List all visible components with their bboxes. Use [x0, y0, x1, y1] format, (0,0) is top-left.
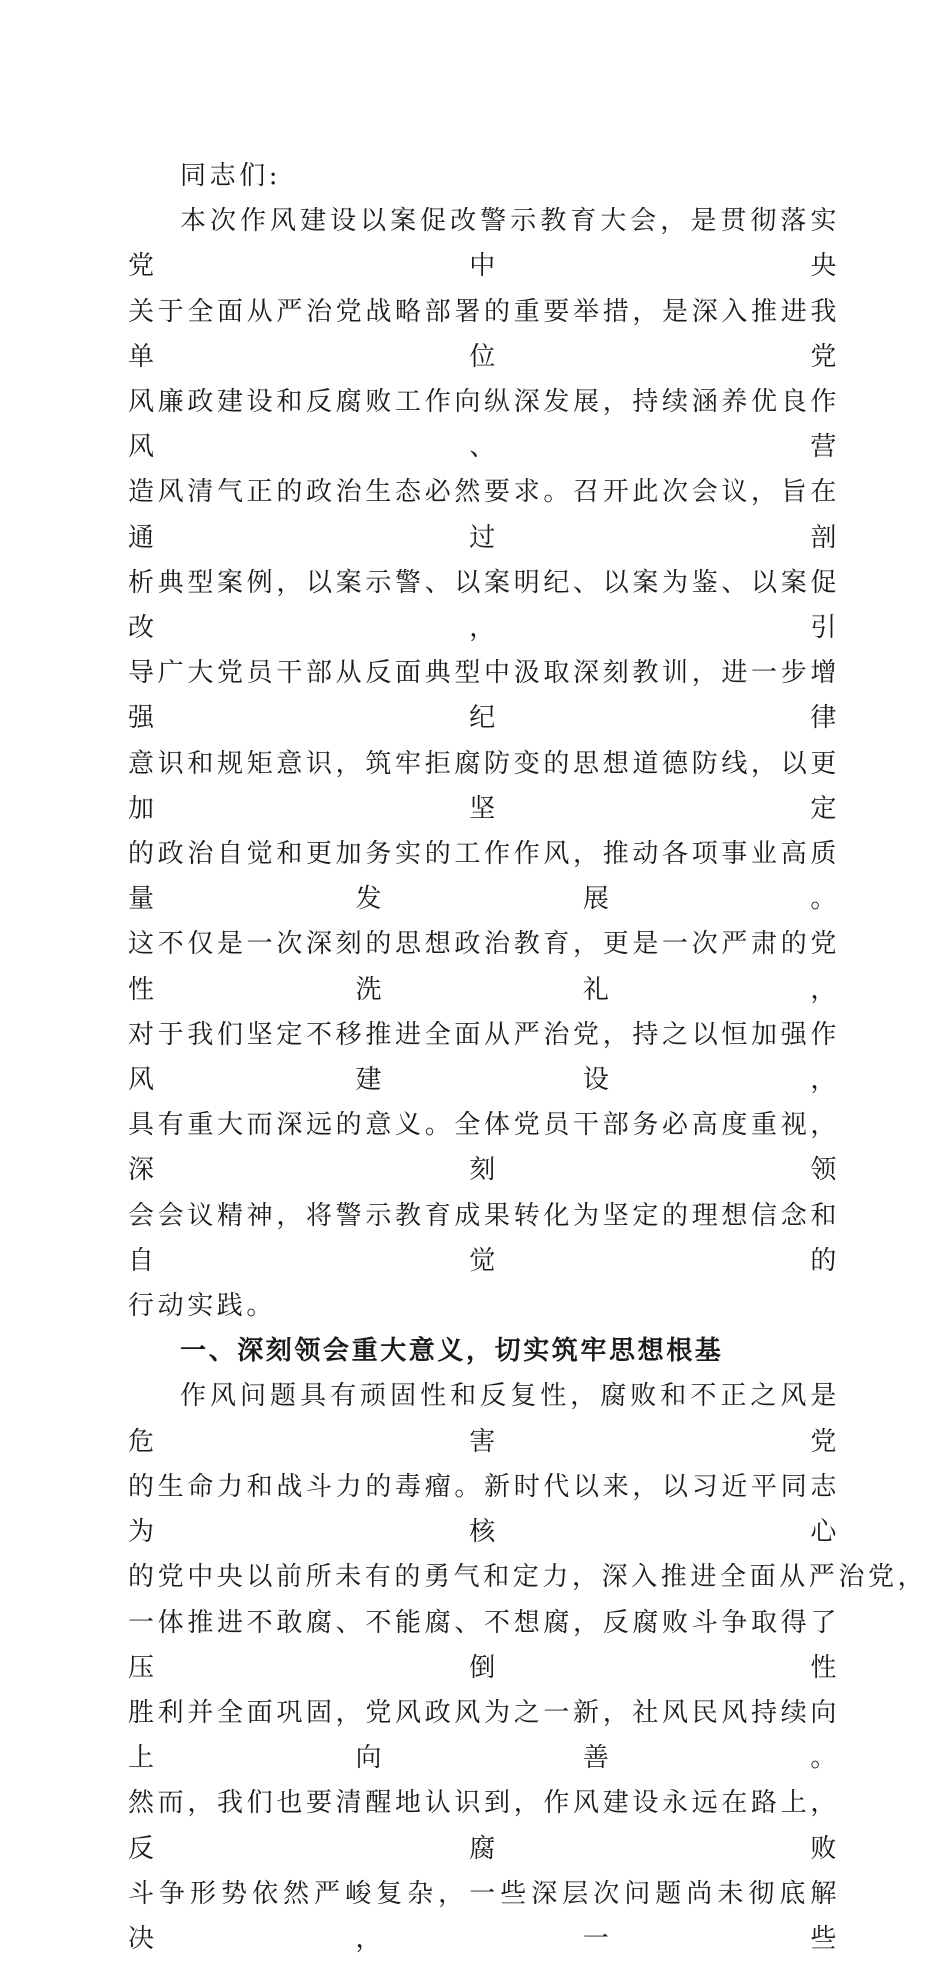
- paragraph-line: 行动实践。: [128, 1291, 277, 1322]
- paragraph-line: 这不仅是一次深刻的思想政治教育，更是一次严肃的党性洗礼，: [128, 929, 840, 1005]
- paragraph-line: 会会议精神，将警示教育成果转化为坚定的理想信念和自觉的: [128, 1200, 840, 1276]
- paragraph-line: 作风问题具有顽固性和反复性，腐败和不正之风是危害党: [128, 1381, 840, 1457]
- document-body: [128, 154, 928, 1962]
- paragraph-line: 具有重大而深远的意义。全体党员干部务必高度重视，深刻领: [128, 1110, 840, 1186]
- paragraph-line: 一体推进不敢腐、不能腐、不想腐，反腐败斗争取得了压倒性: [128, 1607, 840, 1683]
- paragraph-line: 导广大党员干部从反面典型中汲取深刻教训，进一步增强纪律: [128, 658, 840, 734]
- paragraph-line: 本次作风建设以案促改警示教育大会，是贯彻落实党中央: [128, 206, 840, 282]
- intro-paragraph: [128, 199, 840, 1329]
- section1-paragraph: [128, 1374, 928, 1962]
- paragraph-line: 的党中央以前所未有的勇气和定力，深入推进全面从严治党，: [128, 1562, 928, 1593]
- paragraph-line: 胜利并全面巩固，党风政风为之一新，社风民风持续向上向善。: [128, 1697, 840, 1774]
- paragraph-line: 然而，我们也要清醒地认识到，作风建设永远在路上，反腐败: [128, 1788, 840, 1864]
- paragraph-line: 析典型案例，以案示警、以案明纪、以案为鉴、以案促改，引: [128, 567, 840, 644]
- paragraph-line: 造风清气正的政治生态必然要求。召开此次会议，旨在通过剖: [128, 477, 840, 553]
- paragraph-line: 风廉政建设和反腐败工作向纵深发展，持续涵养优良作风、营: [128, 387, 840, 463]
- paragraph-line: 意识和规矩意识，筑牢拒腐防变的思想道德防线，以更加坚定: [128, 748, 840, 824]
- paragraph-line: 斗争形势依然严峻复杂，一些深层次问题尚未彻底解决，一些: [128, 1878, 840, 1954]
- paragraph-line: 关于全面从严治党战略部署的重要举措，是深入推进我单位党: [128, 296, 840, 372]
- paragraph-line: 的政治自觉和更加务实的工作作风，推动各项事业高质量发展。: [128, 839, 840, 915]
- paragraph-line: 对于我们坚定不移推进全面从严治党，持之以恒加强作风建设，: [128, 1019, 840, 1096]
- paragraph-line: 的生命力和战斗力的毒瘤。新时代以来，以习近平同志为核心: [128, 1471, 840, 1548]
- greeting: 同志们:: [180, 161, 282, 191]
- section-heading: 一、深刻领会重大意义，切实筑牢思想根基: [180, 1336, 724, 1367]
